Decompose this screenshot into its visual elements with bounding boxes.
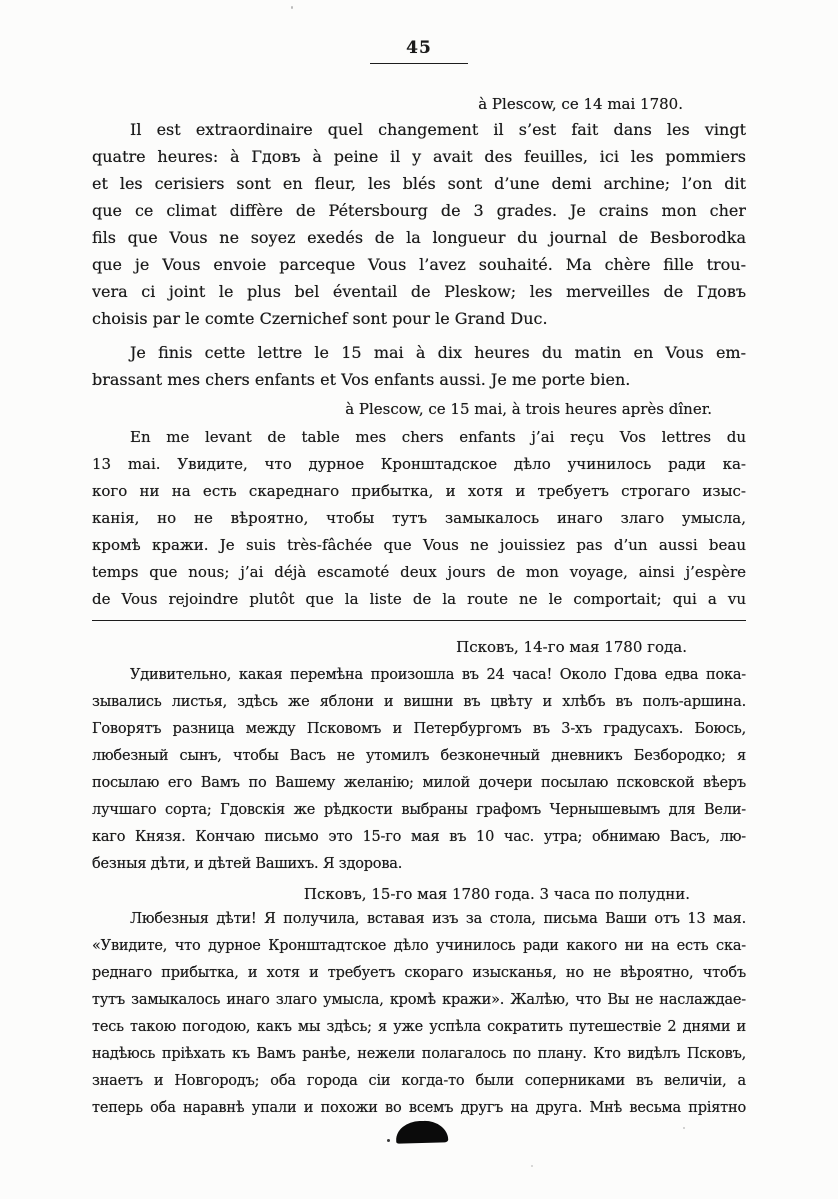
text-line: реднаго прибытка, и хотя и требуетъ скораго изысканья, но не вѣроятно, чтобъ [92, 965, 746, 981]
paragraph-plescow-14-mai-1 [92, 116, 746, 332]
paragraph-plescow-14-mai-2 [92, 339, 746, 393]
text-line: знаетъ и Новгородъ; оба города сіи когда-то были соперниками въ величіи, а [92, 1073, 746, 1089]
text-line: En me levant de table mes chers enfants j’ai reçu Vos lettres du [130, 428, 746, 446]
text-line: que je Vous envoie parceque Vous l’avez souhaité. Ma chère fille trou- [92, 255, 746, 274]
text-line: que ce climat diffère de Pétersbourg de 3 grades. Je crains mon cher [92, 201, 746, 220]
dateline-plescow-14-mai: à Plescow, ce 14 mai 1780. [478, 95, 683, 113]
text-line: любезный сынъ, чтобы Васъ не утомилъ безконечный дневникъ Безбородко; я [92, 748, 746, 764]
text-line: 13 mai. Увидите, что дурное Кронштадское дѣло учинилось ради ка- [92, 455, 746, 473]
text-line: зывались листья, здѣсь же яблони и вишни въ цвѣту и хлѣбъ въ полъ-аршина. [92, 694, 746, 710]
paragraph-pskov-14-maya [92, 662, 746, 878]
text-line: тесь такою погодою, какъ мы здѣсь; я уже успѣла сократить путешествіе 2 днями и [92, 1019, 746, 1035]
ink-blot [396, 1120, 449, 1143]
text-line: теперь оба наравнѣ упали и похожи во всемъ другъ на друга. Мнѣ весьма пріятно [92, 1100, 746, 1116]
text-line: choisis par le comte Czernichef sont pour le Grand Duc. [92, 309, 548, 328]
text-line: каго Князя. Кончаю письмо это 15-го мая въ 10 час. утра; обнимаю Васъ, лю- [92, 829, 746, 845]
page-header [0, 38, 838, 64]
dateline-pskov-15-maya: Псковъ, 15-го мая 1780 года. 3 часа по полудни. [303, 885, 690, 903]
text-line: кого ни на есть скареднаго прибытка, и хотя и требуетъ строгаго изыс- [92, 482, 746, 500]
dateline-pskov-14-maya: Псковъ, 14-го мая 1780 года. [456, 638, 687, 656]
text-line: лучшаго сорта; Гдовскія же рѣдкости выбраны графомъ Чернышевымъ для Вели- [92, 802, 746, 818]
text-line: de Vous rejoindre plutôt que la liste de la route ne le comportait; qui a vu [92, 590, 746, 608]
text-line: Il est extraordinaire quel changement il s’est fait dans les vingt [130, 120, 746, 139]
text-line: et les cerisiers sont en fleur, les blés sont d’une demi archine; l’on dit [92, 174, 746, 193]
paragraph-plescow-15-mai [92, 424, 746, 613]
text-line: канія, но не вѣроятно, чтобы тутъ замыкалось инаго злаго умысла, [92, 509, 746, 527]
text-line: безныя дѣти, и дѣтей Вашихъ. Я здорова. [92, 856, 403, 872]
dateline-plescow-15-mai: à Plescow, ce 15 mai, à trois heures après dîner. [345, 400, 712, 418]
text-line: temps que nous; j’ai déjà escamoté deux jours de mon voyage, ainsi j’espère [92, 563, 746, 581]
ink-speck [683, 1127, 685, 1129]
text-line: посылаю его Вамъ по Вашему желанію; милой дочери посылаю псковской вѣеръ [92, 775, 746, 791]
text-line: Удивительно, какая перемѣна произошла въ 24 часа! Около Гдова едва пока- [130, 667, 746, 683]
ink-speck [531, 1165, 533, 1167]
divider-rule [92, 620, 746, 621]
ink-speck [387, 1139, 390, 1142]
text-line: «Увидите, что дурное Кронштадтское дѣло учинилось ради какого ни на есть ска- [92, 938, 746, 954]
page-number: 45 [370, 38, 468, 64]
text-line: brassant mes chers enfants et Vos enfants aussi. Je me porte bien. [92, 370, 631, 389]
ink-speck [291, 6, 293, 9]
text-line: Любезныя дѣти! Я получила, вставая изъ за стола, письма Ваши отъ 13 мая. [130, 911, 746, 927]
text-line: тутъ замыкалось инаго злаго умысла, кромѣ кражи». Жалѣю, что Вы не наслаждае- [92, 992, 746, 1008]
text-line: vera ci joint le plus bel éventail de Pleskow; les merveilles de Гдовъ [92, 282, 746, 301]
text-line: Говорятъ разница между Псковомъ и Петербургомъ въ 3-хъ градусахъ. Боюсь, [92, 721, 746, 737]
text-line: fils que Vous ne soyez exedés de la longueur du journal de Besborodka [92, 228, 746, 247]
text-line: Je finis cette lettre le 15 mai à dix heures du matin en Vous em- [130, 343, 746, 362]
text-line: quatre heures: à Гдовъ à peine il y avait des feuilles, ici les pommiers [92, 147, 746, 166]
text-line: надѣюсь пріѣхать къ Вамъ ранѣе, нежели полагалось по плану. Кто видѣлъ Псковъ, [92, 1046, 746, 1062]
paragraph-pskov-15-maya [92, 906, 746, 1122]
text-line: кромѣ кражи. Je suis très-fâchée que Vous ne jouissiez pas d’un aussi beau [92, 536, 746, 554]
